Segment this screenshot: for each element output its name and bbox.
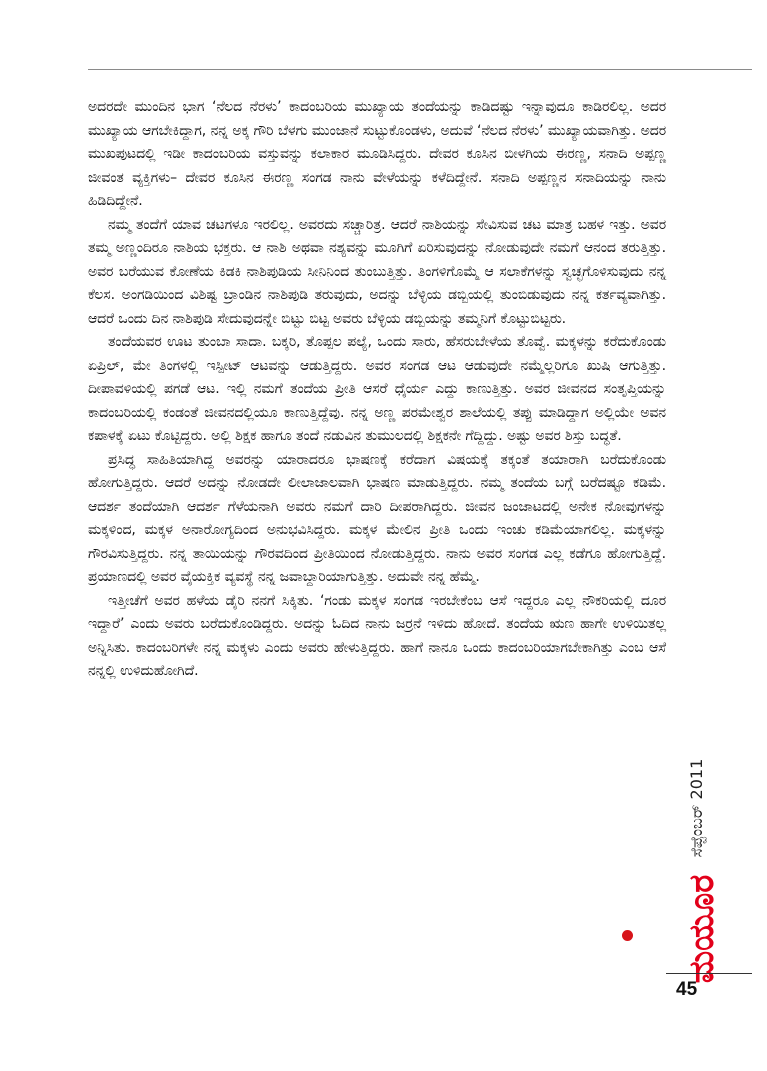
paragraph-1: ಅದರದೇ ಮುಂದಿನ ಭಾಗ ‘ನೆಲದ ನೆರಳು’ ಕಾದಂಬರಿಯ ಮುಖ್ಯಾಯ ತಂದೆಯನ್ನು ಕಾಡಿದಷ್ಟು ಇನ್ನಾವುದೂ ಕಾಡಿರಲಿಲ್ಲ. ಅದರ ಮುಖ್ಯಾಯ ಆಗಬೇಕಿದ್ದಾಗ, ನನ್ನ ಅಕ್ಕ ಗೌರಿ ಬೆಳಗು ಮುಂಜಾನೆ ಸುಟ್ಟುಕೊಂಡಳು, ಅದುವೆ ‘ನೆಲದ ನೆರಳು’ ಮುಖ್ಯಾಯವಾಗಿತ್ತು. ಅದರ ಮುಖಪುಟದಲ್ಲಿ ಇಡೀ ಕಾದಂಬರಿಯ ವಸ್ತುವನ್ನು ಕಲಾಕಾರ ಮೂಡಿಸಿದ್ದರು. ದೇವರ ಕೂಸಿನ ಬೀಳಗಿಯ ಈರಣ್ಣ, ಸನಾದಿ ಅಪ್ಪಣ್ಣ ಜೀವಂತ ವ್ಯಕ್ತಿಗಳು– ದೇವರ ಕೂಸಿನ ಈರಣ್ಣ ಸಂಗಡ ನಾನು ವೇಳೆಯನ್ನು ಕಳೆದಿದ್ದೇನೆ. ಸನಾದಿ ಅಪ್ಪಣ್ಣನ ಸನಾದಿಯನ್ನು ನಾನು ಹಿಡಿದಿದ್ದೇನೆ. bbox=[88, 99, 666, 209]
bottom-divider bbox=[666, 973, 752, 974]
page-number: 45 bbox=[676, 979, 698, 1000]
paragraph-2: ನಮ್ಮ ತಂದೆಗೆ ಯಾವ ಚಟಗಳೂ ಇರಲಿಲ್ಲ. ಅವರದು ಸಚ್ಚಾರಿತ್ರ. ಆದರೆ ನಾಶಿಯನ್ನು ಸೇವಿಸುವ ಚಟ ಮಾತ್ರ ಬಹಳ ಇತ್ತು. ಅವರ ತಮ್ಮ ಅಣ್ಣಂದಿರೂ ನಾಶಿಯ ಭಕ್ತರು. ಆ ನಾಶಿ ಅಥವಾ ನಶ್ಯವನ್ನು ಮೂಗಿಗೆ ಏರಿಸುವುದನ್ನು ನೋಡುವುದೇ ನಮಗೆ ಆನಂದ ತರುತ್ತಿತ್ತು. ಅವರ ಬರೆಯುವ ಕೋಣೆಯ ಕಿಡಕಿ ನಾಶಿಪುಡಿಯ ಸೀನಿನಿಂದ ತುಂಬುತ್ತಿತ್ತು. ತಿಂಗಳಿಗೊಮ್ಮೆ ಆ ಸಲಾಕೆಗಳನ್ನು ಸ್ವಚ್ಛಗೊಳಿಸುವುದು ನನ್ನ ಕೆಲಸ. ಅಂಗಡಿಯಿಂದ ವಿಶಿಷ್ಟ ಬ್ರಾಂಡಿನ ನಾಶಿಪುಡಿ ತರುವುದು, ಅದನ್ನು ಬೆಳ್ಳಿಯ ಡಬ್ಬಿಯಲ್ಲಿ ತುಂಬಿಡುವುದು ನನ್ನ ಕರ್ತವ್ಯವಾಗಿತ್ತು. ಆದರೆ ಒಂದು ದಿನ ನಾಶಿಪುಡಿ ಸೇದುವುದನ್ನೇ ಬಿಟ್ಟು ಬಿಟ್ಟ ಅವರು ಬೆಳ್ಳಿಯ ಡಬ್ಬಿಯನ್ನು ತಮ್ಮನಿಗೆ ಕೊಟ್ಟುಬಿಟ್ಟರು. bbox=[88, 216, 666, 327]
article-body bbox=[88, 96, 666, 684]
magazine-name: ಮಯೂರ bbox=[682, 874, 722, 984]
paragraph-3: ತಂದೆಯವರ ಊಟ ತುಂಬಾ ಸಾದಾ. ಬಕ್ಕರಿ, ತೊಪ್ಪಲ ಪಲ್ಯೆ, ಒಂದು ಸಾರು, ಹೆಸರುಬೇಳೆಯ ತೊವ್ವೆ. ಮಕ್ಕಳನ್ನು ಕರೆದುಕೊಂಡು ಏಪ್ರಿಲ್, ಮೇ ತಿಂಗಳಲ್ಲಿ ಇಸ್ಪೀಟ್ ಆಟವನ್ನು ಆಡುತ್ತಿದ್ದರು. ಅವರ ಸಂಗಡ ಆಟ ಆಡುವುದೇ ನಮ್ಮೆಲ್ಲರಿಗೂ ಖುಷಿ ಆಗುತ್ತಿತ್ತು. ದೀಪಾವಳಿಯಲ್ಲಿ ಪಗಡೆ ಆಟ. ಇಲ್ಲಿ ನಮಗೆ ತಂದೆಯ ಪ್ರೀತಿ ಆಸರೆ ಧೈರ್ಯ ಎದ್ದು ಕಾಣುತ್ತಿತ್ತು. ಅವರ ಜೀವನದ ಸಂತೃಪ್ತಿಯನ್ನು ಕಾದಂಬರಿಯಲ್ಲಿ ಕಂಡಂತೆ ಜೀವನದಲ್ಲಿಯೂ ಕಾಣುತ್ತಿದ್ದೆವು. ನನ್ನ ಅಣ್ಣ ಪರಮೇಶ್ವರ ಶಾಲೆಯಲ್ಲಿ ತಪ್ಪು ಮಾಡಿದ್ದಾಗ ಅಲ್ಲಿಯೇ ಅವನ ಕಪಾಳಕ್ಕೆ ಏಟು ಕೊಟ್ಟಿದ್ದರು. ಅಲ್ಲಿ ಶಿಕ್ಷಕ ಹಾಗೂ ತಂದೆ ನಡುವಿನ ತುಮುಲದಲ್ಲಿ ಶಿಕ್ಷಕನೇ ಗೆದ್ದಿದ್ದು. ಅಷ್ಟು ಅವರ ಶಿಸ್ತು ಬದ್ಧತೆ. bbox=[88, 334, 666, 444]
red-dot-icon bbox=[622, 930, 633, 941]
paragraph-5: ಇತ್ತೀಚೆಗೆ ಅವರ ಹಳೆಯ ಡೈರಿ ನನಗೆ ಸಿಕ್ಕಿತು. ‘ಗಂಡು ಮಕ್ಕಳ ಸಂಗಡ ಇರಬೇಕೆಂಬ ಆಸೆ ಇದ್ದರೂ ಎಲ್ಲ ನೌಕರಿಯಲ್ಲಿ ದೂರ ಇದ್ದಾರೆ’ ಎಂದು ಅವರು ಬರೆದುಕೊಂಡಿದ್ದರು. ಅದನ್ನು ಓದಿದ ನಾನು ಜರ್ರನೆ ಇಳಿದು ಹೋದೆ. ತಂದೆಯ ಋಣ ಹಾಗೇ ಉಳಿಯಿತಲ್ಲ ಅನ್ನಿಸಿತು. ಕಾದಂಬರಿಗಳೇ ನನ್ನ ಮಕ್ಕಳು ಎಂದು ಅವರು ಹೇಳುತ್ತಿದ್ದರು. ಹಾಗೆ ನಾನೂ ಒಂದು ಕಾದಂಬರಿಯಾಗಬೇಕಾಗಿತ್ತು ಎಂಬ ಆಸೆ ನನ್ನಲ್ಲಿ ಉಳಿದುಹೋಗಿದೆ. bbox=[88, 592, 666, 679]
paragraph-4: ಪ್ರಸಿದ್ಧ ಸಾಹಿತಿಯಾಗಿದ್ದ ಅವರನ್ನು ಯಾರಾದರೂ ಭಾಷಣಕ್ಕೆ ಕರೆದಾಗ ವಿಷಯಕ್ಕೆ ತಕ್ಕಂತೆ ತಯಾರಾಗಿ ಬರೆದುಕೊಂಡು ಹೋಗುತ್ತಿದ್ದರು. ಆದರೆ ಅದನ್ನು ನೋಡದೇ ಲೀಲಾಜಾಲವಾಗಿ ಭಾಷಣ ಮಾಡುತ್ತಿದ್ದರು. ನಮ್ಮ ತಂದೆಯ ಬಗ್ಗೆ ಬರೆದಷ್ಟೂ ಕಡಿಮೆ. ಆದರ್ಶ ತಂದೆಯಾಗಿ ಆದರ್ಶ ಗೆಳೆಯನಾಗಿ ಅವರು ನಮಗೆ ದಾರಿ ದೀಪರಾಗಿದ್ದರು. ಜೀವನ ಜಂಜಾಟದಲ್ಲಿ ಅನೇಕ ನೋವುಗಳನ್ನು ಮಕ್ಕಳಿಂದ, ಮಕ್ಕಳ ಅನಾರೋಗ್ಯದಿಂದ ಅನುಭವಿಸಿದ್ದರು. ಮಕ್ಕಳ ಮೇಲಿನ ಪ್ರೀತಿ ಒಂದು ಇಂಚು ಕಡಿಮೆಯಾಗಲಿಲ್ಲ. ಮಕ್ಕಳನ್ನು ಗೌರವಿಸುತ್ತಿದ್ದರು. ನನ್ನ ತಾಯಿಯನ್ನು ಗೌರವದಿಂದ ಪ್ರೀತಿಯಿಂದ ನೋಡುತ್ತಿದ್ದರು. ನಾನು ಅವರ ಸಂಗಡ ಎಲ್ಲ ಕಡೆಗೂ ಹೋಗುತ್ತಿದ್ದೆ. ಪ್ರಯಾಣದಲ್ಲಿ ಅವರ ವೈಯಕ್ತಿಕ ವ್ಯವಸ್ಥೆ ನನ್ನ ಜವಾಬ್ದಾರಿಯಾಗುತ್ತಿತ್ತು. ಅದುವೇ ನನ್ನ ಹೆಮ್ಮೆ. bbox=[88, 451, 666, 585]
top-divider bbox=[88, 69, 752, 70]
issue-date-label: ಸೆಪ್ಟೆಂಬರ್ 2011 bbox=[687, 758, 706, 858]
issue-date bbox=[682, 743, 712, 873]
magazine-logo bbox=[682, 874, 722, 984]
